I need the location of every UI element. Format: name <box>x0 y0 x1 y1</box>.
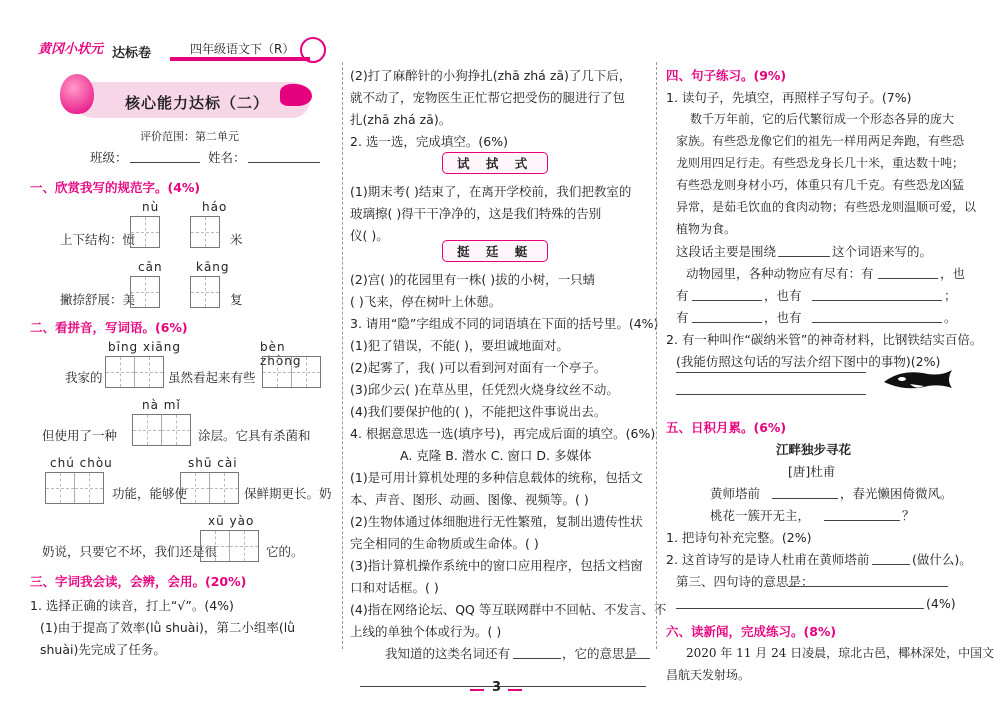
helicopter-icon <box>280 84 312 106</box>
answer-blank[interactable] <box>812 322 942 323</box>
answer-blank[interactable] <box>778 256 830 257</box>
question-line: 2. 有一种叫作“碳纳米管”的神奇材料，比钢铁结实百倍。 <box>666 332 983 347</box>
text-line: 完全相同的生命物质或生命体。( ) <box>350 536 539 551</box>
passage-line: 植物为食。 <box>676 222 737 236</box>
passage-line: 龙则用四足行走。有些恐龙身长几十米，重达数十吨； <box>676 156 965 170</box>
news-line: 昌航天发射场。 <box>666 668 751 682</box>
poem-author: [唐]杜甫 <box>788 464 836 479</box>
text-line: 本、声音、图形、动画、图像、视频等。( ) <box>350 492 589 507</box>
section-3-title: 三、字词我会读，会辨，会用。(20%) <box>30 574 247 589</box>
text-line: (2)宫( )的花园里有一株( )拔的小树，一只蜻 <box>350 272 596 287</box>
scope-text: 评价范围：第二单元 <box>140 130 239 143</box>
page-title: 核心能力达标（二） <box>125 94 270 112</box>
footer-ornament <box>470 689 484 691</box>
text-line: ，也有 <box>764 310 802 325</box>
poem-line: 黄师塔前 <box>710 486 761 501</box>
brand-logo: 黄冈小状元 <box>38 42 104 57</box>
score-text: (4%) <box>926 596 956 611</box>
text-line: 我家的 <box>65 370 103 385</box>
question-line: 第三、四句诗的意思是： <box>676 574 814 589</box>
text-line: (1)是可用计算机处理的多种信息载体的统称，包括文 <box>350 470 643 485</box>
text-line: 这个词语来写的。 <box>832 244 933 259</box>
section-1-title: 一、欣赏我写的规范字。(4%) <box>30 180 201 195</box>
section-5-title: 五、日积月累。(6%) <box>666 420 787 435</box>
pinyin: nà mǐ <box>142 398 181 412</box>
text-line: 虽然看起来有些 <box>168 370 256 385</box>
passage-line: 家族。有些恐龙像它们的祖先一样用两足奔跑，有些恐 <box>676 134 965 148</box>
writing-grid[interactable] <box>130 276 160 308</box>
answer-line[interactable] <box>676 394 866 395</box>
question-line: 1. 读句子，先填空，再照样子写句子。(7%) <box>666 90 912 105</box>
pinyin: háo <box>202 200 228 214</box>
question-line: 1. 选择正确的读音，打上“√”。(4%) <box>30 598 234 613</box>
text-line: 。 <box>944 310 957 325</box>
pinyin: xū yào <box>208 514 255 528</box>
question-line: shuài)先完成了任务。 <box>40 642 166 657</box>
name-label: 姓名： <box>208 150 246 165</box>
answer-line[interactable] <box>360 686 646 687</box>
writing-grid[interactable] <box>130 216 160 248</box>
text-line: (3)指计算机操作系统中的窗口应用程序，包括文档窗 <box>350 558 643 573</box>
text-line: ； <box>944 288 957 303</box>
writing-grid[interactable] <box>132 414 191 446</box>
answer-line[interactable] <box>676 608 924 609</box>
answer-line[interactable] <box>676 372 866 373</box>
balloon-icon <box>60 74 94 114</box>
text-line: 它的。 <box>266 544 304 559</box>
answer-blank[interactable] <box>812 300 942 301</box>
question-line: 2. 这首诗写的是诗人杜甫在黄师塔前 <box>666 552 870 567</box>
question-line: 1. 把诗句补充完整。(2%) <box>666 530 812 545</box>
text-line: (1)犯了错误，不能( )，要坦诚地面对。 <box>350 338 569 353</box>
char-box: 试 拭 式 <box>442 152 548 174</box>
section-2-title: 二、看拼音，写词语。(6%) <box>30 320 188 335</box>
passage-line: 异常，是茹毛饮血的食肉动物；有些恐龙则温顺可爱，以 <box>676 200 977 214</box>
answer-blank[interactable] <box>692 322 762 323</box>
poem-line: 桃花一簇开无主， <box>710 508 811 523</box>
pinyin: shū cài <box>188 456 238 470</box>
text-line: (4)指在网络论坛、QQ 等互联网群中不回帖、不发言、不 <box>350 602 667 617</box>
answer-blank[interactable] <box>878 278 938 279</box>
writing-grid[interactable] <box>200 530 259 562</box>
text-line: 涂层。它具有杀菌和 <box>198 428 311 443</box>
row-label: 复 <box>230 292 243 307</box>
text-line: ，它的意思是 <box>562 646 638 661</box>
writing-grid[interactable] <box>45 472 104 504</box>
text-line: 保鲜期更长。奶 <box>244 486 332 501</box>
text-line: ，也有 <box>764 288 802 303</box>
text-line: (2)起雾了，我( )可以看到河对面有一个亭子。 <box>350 360 607 375</box>
row-label: 撇捺舒展：美 <box>60 292 136 307</box>
column-divider <box>342 62 343 649</box>
text-line: 扎(zhā zhá zā)。 <box>350 112 452 127</box>
text-line: 玻璃擦( )得干干净净的，这是我们特殊的告别 <box>350 206 602 221</box>
writing-grid[interactable] <box>262 356 321 388</box>
pinyin: kāng <box>196 260 230 274</box>
text-line: 但使用了一种 <box>42 428 118 443</box>
pinyin: nù <box>142 200 160 214</box>
section-6-title: 六、读新闻，完成练习。(8%) <box>666 624 837 639</box>
orca-icon <box>882 364 954 394</box>
brand-sub: 达标卷 <box>112 46 152 61</box>
column-divider <box>656 62 657 649</box>
text-line: ( )飞来，停在树叶上休憩。 <box>350 294 502 309</box>
header-subject: 四年级语文下（R） <box>190 42 295 56</box>
pinyin: bīng xiāng <box>108 340 181 354</box>
answer-blank[interactable] <box>513 658 561 659</box>
section-4-title: 四、句子练习。(9%) <box>666 68 787 83</box>
pinyin: bèn zhòng <box>260 340 302 368</box>
poem-line: ？ <box>902 508 915 523</box>
text-line: 就不动了，宠物医生正忙帮它把受伤的腿进行了包 <box>350 90 626 105</box>
question-line: 3. 请用“隐”字组成不同的词语填在下面的括号里。(4%) <box>350 316 659 331</box>
text-line: 有 <box>676 310 689 325</box>
text-line: 仪( )。 <box>350 228 389 243</box>
text-line: 有 <box>676 288 689 303</box>
text-line: 功能，能够使 <box>112 486 188 501</box>
poem-line: ，春光懒困倚微风。 <box>840 486 953 501</box>
poem-title: 江畔独步寻花 <box>776 442 852 457</box>
question-line: 2. 选一选，完成填空。(6%) <box>350 134 508 149</box>
question-line: (做什么)。 <box>912 552 972 567</box>
footer-ornament <box>508 689 522 691</box>
question-line: (我能仿照这句话的写法介绍下图中的事物)(2%) <box>676 354 941 369</box>
answer-blank[interactable] <box>625 658 650 659</box>
answer-blank[interactable] <box>872 564 910 565</box>
text-line: ，也 <box>940 266 966 281</box>
text-line: 口和对话框。( ) <box>350 580 439 595</box>
pinyin: chú chòu <box>50 456 113 470</box>
writing-grid[interactable] <box>190 216 220 248</box>
page-number: 3 <box>492 680 502 695</box>
answer-blank[interactable] <box>772 498 838 499</box>
options-line: A. 克隆 B. 潜水 C. 窗口 D. 多媒体 <box>400 448 592 463</box>
name-field[interactable] <box>248 162 320 163</box>
row-label: 上下结构：愤 <box>60 232 136 247</box>
text-line: (3)邱少云( )在草丛里，任凭烈火烧身纹丝不动。 <box>350 382 619 397</box>
text-line: (2)打了麻醉针的小狗挣扎(zhā zhá zā)了几下后， <box>350 68 632 83</box>
passage-line: 数千万年前，它的后代繁衍成一个形态各异的庞大 <box>690 112 955 126</box>
text-line: (2)生物体通过体细胞进行无性繁殖，复制出遗传性状 <box>350 514 643 529</box>
text-line: 上线的单独个体或行为。( ) <box>350 624 502 639</box>
writing-grid[interactable] <box>190 276 220 308</box>
text-line: 我知道的这类名词还有 <box>385 646 511 661</box>
text-line: (4)我们要保护他的( )，不能把这件事说出去。 <box>350 404 607 419</box>
char-box: 挺 廷 蜓 <box>442 240 548 262</box>
row-label: 米 <box>230 232 243 247</box>
text-line: 这段话主要是围绕 <box>676 244 777 259</box>
text-line: 奶说，只要它不坏，我们还是很 <box>42 544 218 559</box>
answer-blank[interactable] <box>692 300 762 301</box>
answer-blank[interactable] <box>788 586 948 587</box>
text-line: 动物园里，各种动物应有尽有：有 <box>686 266 874 281</box>
pinyin: cān <box>138 260 163 274</box>
writing-grid[interactable] <box>105 356 164 388</box>
question-line: (1)由于提高了效率(lǜ shuài)，第二小组率(lǜ <box>40 620 296 635</box>
answer-blank[interactable] <box>824 520 900 521</box>
writing-grid[interactable] <box>180 472 239 504</box>
passage-line: 有些恐龙则身材小巧，体重只有几千克。有些恐龙凶猛 <box>676 178 965 192</box>
class-label: 班级： <box>90 150 128 165</box>
news-line: 2020 年 11 月 24 日凌晨，琼北古邑，椰林深处，中国文 <box>686 646 995 660</box>
question-line: 4. 根据意思选一选(填序号)，再完成后面的填空。(6%) <box>350 426 656 441</box>
text-line: (1)期末考( )结束了，在离开学校前，我们把教室的 <box>350 184 632 199</box>
class-field[interactable] <box>130 162 200 163</box>
